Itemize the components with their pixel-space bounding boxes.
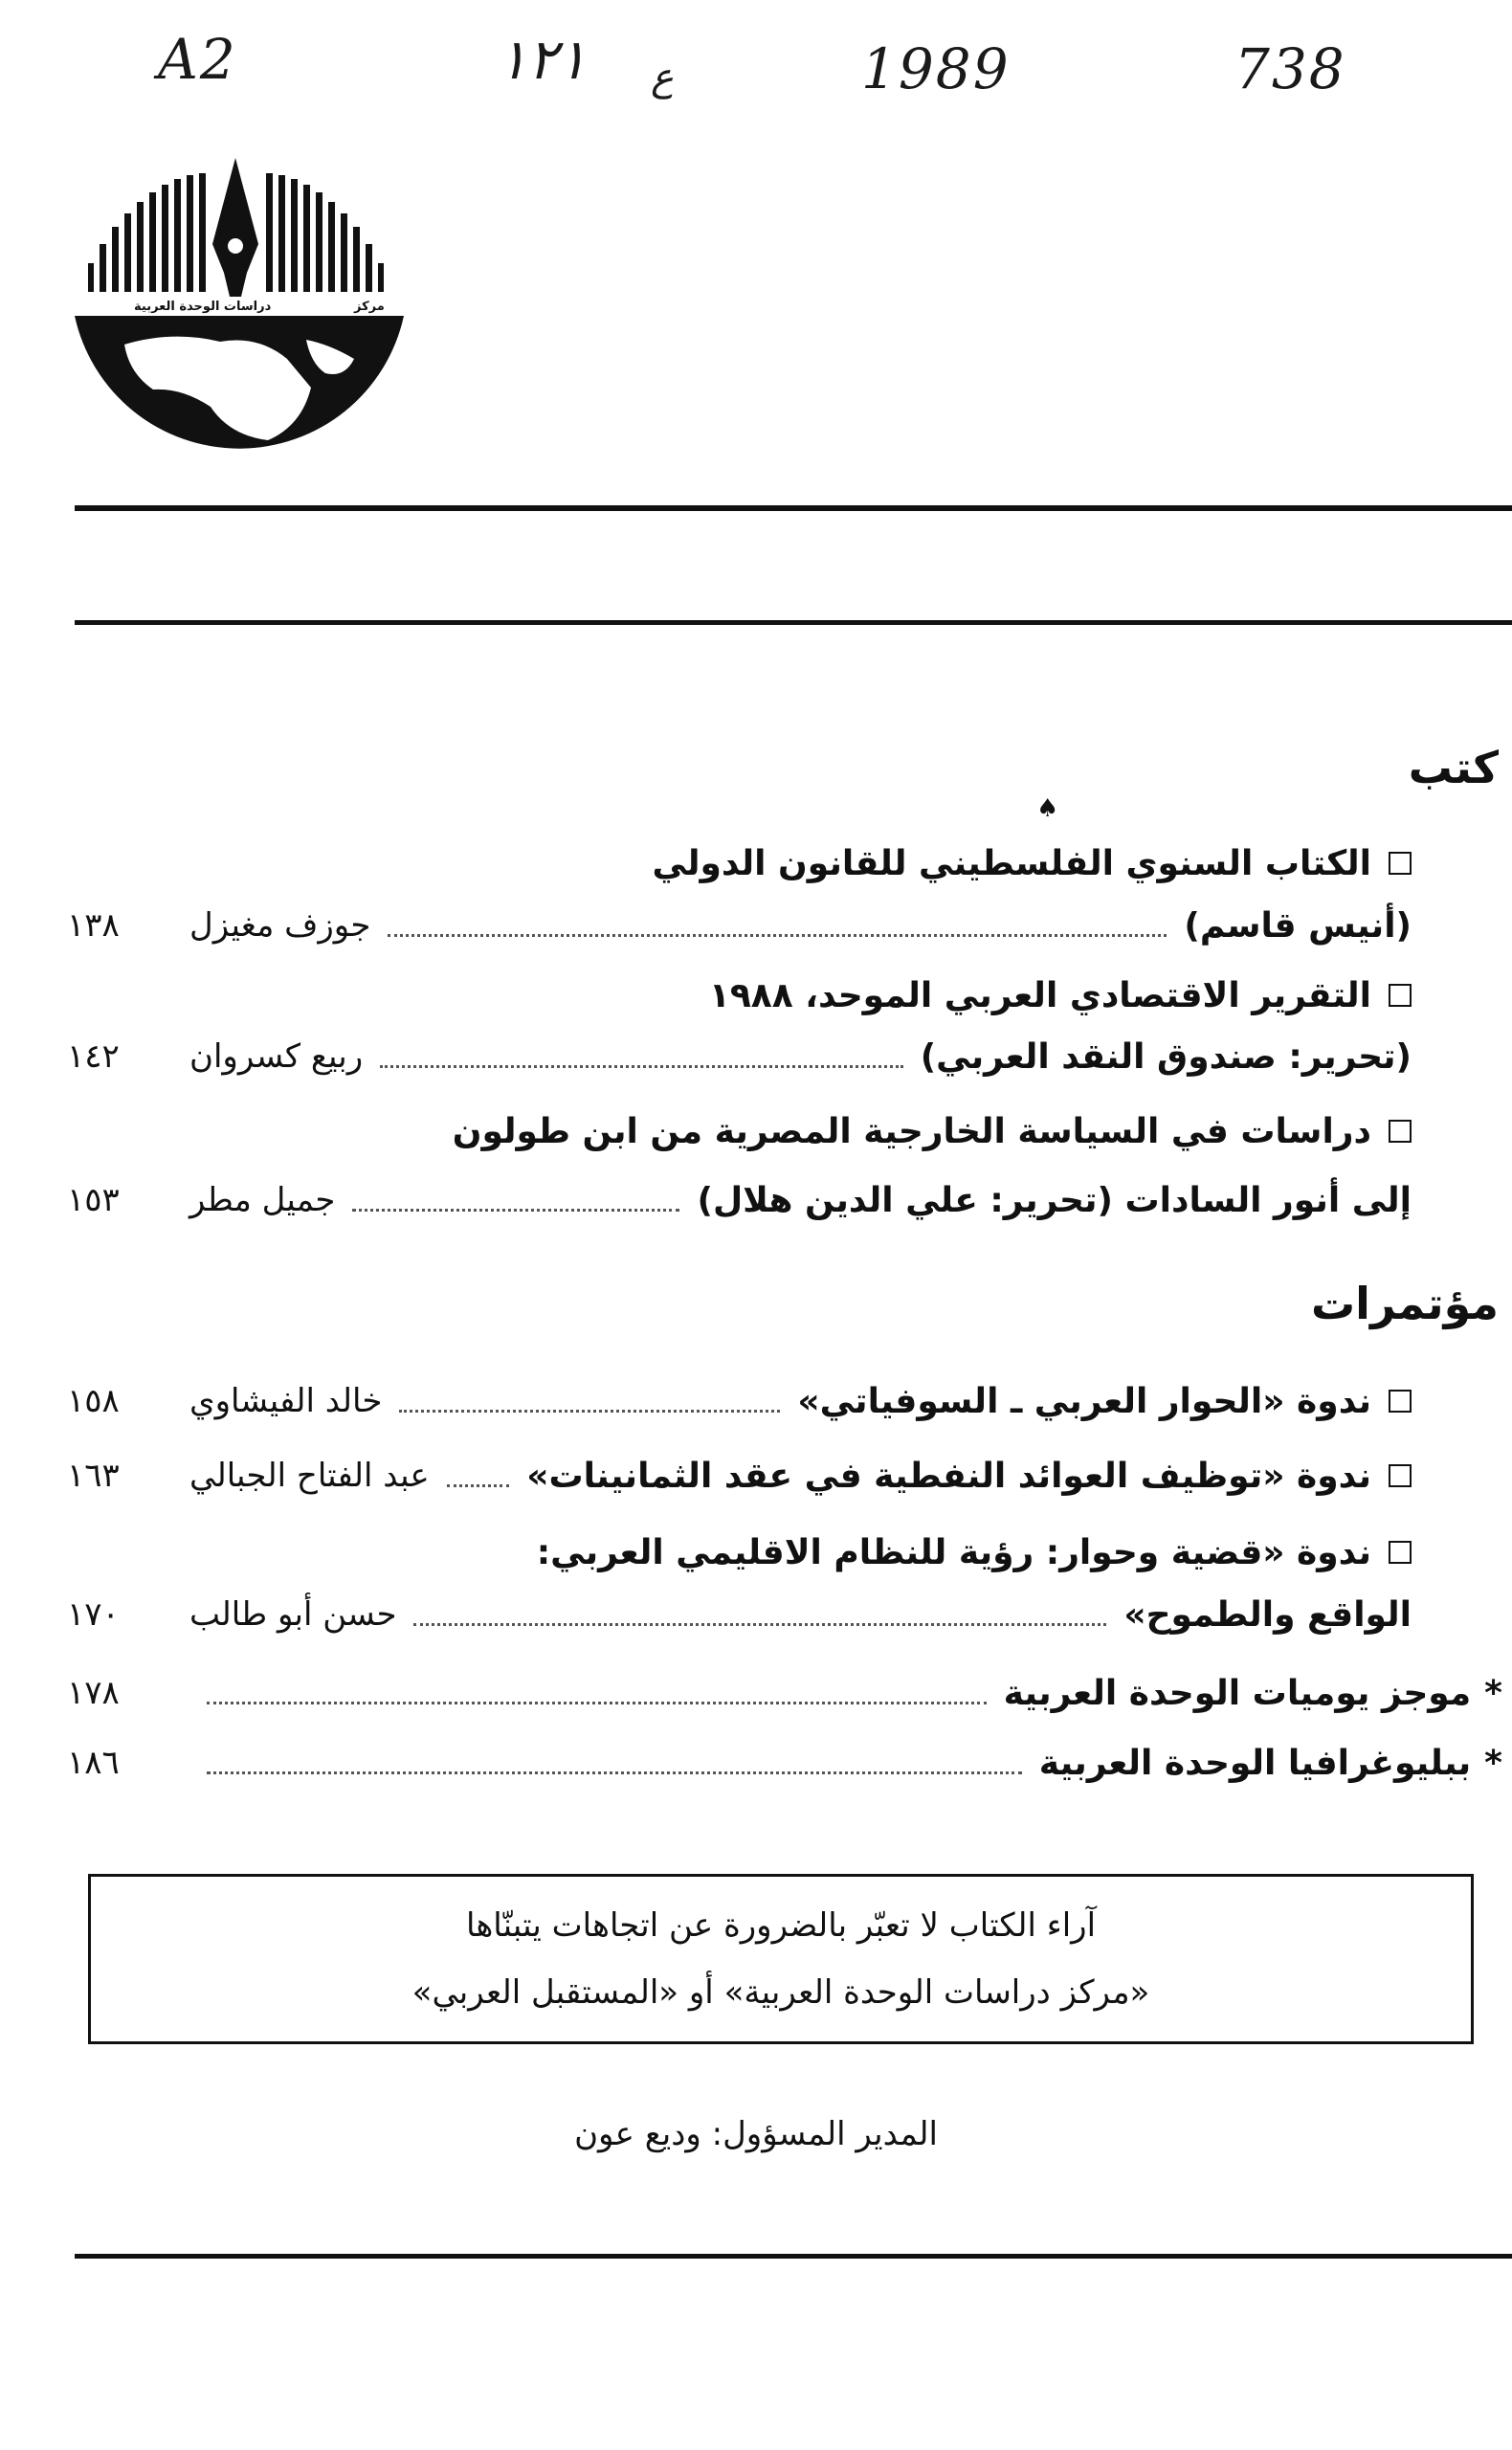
entry-subtitle: (أنيس قاسم): [1184, 905, 1412, 946]
dot-leader: [352, 1209, 679, 1212]
dot-leader: [413, 1623, 1106, 1626]
header-rule: [75, 505, 1512, 511]
section-title-conferences: مؤتمرات: [1310, 1278, 1499, 1329]
entry-page-number: ١٥٣: [67, 1181, 120, 1219]
toc-entry-bibliography[interactable]: [67, 1732, 1502, 1793]
footer-rule: [75, 2254, 1512, 2259]
entry-author: حسن أبو طالب: [189, 1595, 397, 1634]
dot-leader: [388, 934, 1167, 937]
entry-title: ببليوغرافيا الوحدة العربية: [1038, 1743, 1472, 1783]
entry-subtitle: الواقع والطموح»: [1123, 1594, 1412, 1635]
logo-text-top: مركز: [354, 300, 385, 314]
checkbox-icon: [1389, 852, 1412, 875]
entry-author: جوزف مغيزل: [189, 906, 371, 945]
checkbox-icon: [1389, 1541, 1412, 1564]
toc-entry-book-3-subtitle[interactable]: [67, 1169, 1412, 1231]
entry-page-number: ١٨٦: [67, 1744, 120, 1782]
checkbox-icon: [1389, 1120, 1412, 1143]
entry-title: ندوة «قضية وحوار: رؤية للنظام الاقليمي العربي:: [536, 1532, 1371, 1572]
disclaimer-box: [88, 1874, 1474, 2044]
entry-subtitle: (تحرير: صندوق النقد العربي): [920, 1036, 1412, 1077]
entry-page-number: ١٧٠: [67, 1595, 120, 1634]
decorative-mark: ♠: [1036, 794, 1059, 823]
toc-entry-book-1-subtitle[interactable]: [67, 895, 1412, 956]
publisher-logo: [67, 139, 411, 483]
toc-entry-conference-3-subtitle[interactable]: [67, 1584, 1412, 1645]
disclaimer-line-1: آراء الكتاب لا تعبّر بالضرورة عن اتجاهات يتبنّاها: [465, 1906, 1097, 1945]
entry-title: التقرير الاقتصادي العربي الموحد، ١٩٨٨: [708, 975, 1371, 1015]
entry-author: عبد الفتاح الجبالي: [189, 1457, 430, 1495]
entry-author: ربيع كسروان: [189, 1037, 364, 1076]
dot-leader: [207, 1771, 1022, 1774]
dot-leader: [380, 1065, 903, 1068]
entry-author: جميل مطر: [189, 1181, 336, 1219]
handwritten-note-2: ١٢١: [498, 27, 588, 92]
checkbox-icon: [1389, 984, 1412, 1007]
dot-leader: [207, 1702, 987, 1704]
entry-title: دراسات في السياسة الخارجية المصرية من ابن طولون: [452, 1111, 1371, 1151]
logo-text-bottom: دراسات الوحدة العربية: [134, 300, 272, 314]
section-title-books: كتب: [1408, 742, 1499, 793]
entry-page-number: ١٦٣: [67, 1457, 120, 1495]
handwritten-note-3: ع: [651, 56, 674, 100]
entry-author: خالد الفيشاوي: [189, 1382, 383, 1420]
checkbox-icon: [1389, 1464, 1412, 1487]
logo-emblem-icon: [67, 139, 411, 483]
toc-entry-book-2-subtitle[interactable]: [67, 1026, 1412, 1087]
handwritten-note-1: A2: [158, 27, 237, 92]
dot-leader: [399, 1410, 780, 1413]
entry-page-number: ١٧٨: [67, 1674, 120, 1712]
entry-title: موجز يوميات الوحدة العربية: [1003, 1673, 1472, 1713]
toc-entry-chronology[interactable]: [67, 1662, 1502, 1724]
divider-rule: [75, 620, 1512, 625]
handwritten-note-5: 738: [1234, 36, 1346, 101]
toc-entry-book-3-title[interactable]: [67, 1101, 1412, 1162]
checkbox-icon: [1389, 1390, 1412, 1413]
handwritten-note-4: 1989: [861, 36, 1011, 101]
entry-subtitle: إلى أنور السادات (تحرير: علي الدين هلال): [697, 1180, 1412, 1220]
toc-entry-conference-2[interactable]: [67, 1445, 1412, 1506]
dot-leader: [447, 1484, 510, 1487]
toc-entry-conference-1[interactable]: [67, 1370, 1412, 1432]
managing-editor: المدير المسؤول: وديع عون: [574, 2115, 938, 2153]
asterisk-icon: *: [1484, 1673, 1502, 1713]
toc-entry-book-1-title[interactable]: [67, 833, 1412, 894]
toc-entry-conference-3-title[interactable]: [67, 1522, 1412, 1583]
entry-page-number: ١٥٨: [67, 1382, 120, 1420]
entry-page-number: ١٤٢: [67, 1037, 120, 1076]
disclaimer-line-2: «مركز دراسات الوحدة العربية» أو «المستقبل العربي»: [411, 1973, 1150, 2012]
entry-title: ندوة «الحوار العربي ـ السوفياتي»: [797, 1381, 1371, 1421]
asterisk-icon: *: [1484, 1743, 1502, 1783]
entry-title: ندوة «توظيف العوائد النفطية في عقد الثمانينات»: [526, 1456, 1371, 1496]
toc-entry-book-2-title[interactable]: [67, 965, 1412, 1026]
entry-title: الكتاب السنوي الفلسطيني للقانون الدولي: [652, 843, 1371, 883]
entry-page-number: ١٣٨: [67, 906, 120, 945]
